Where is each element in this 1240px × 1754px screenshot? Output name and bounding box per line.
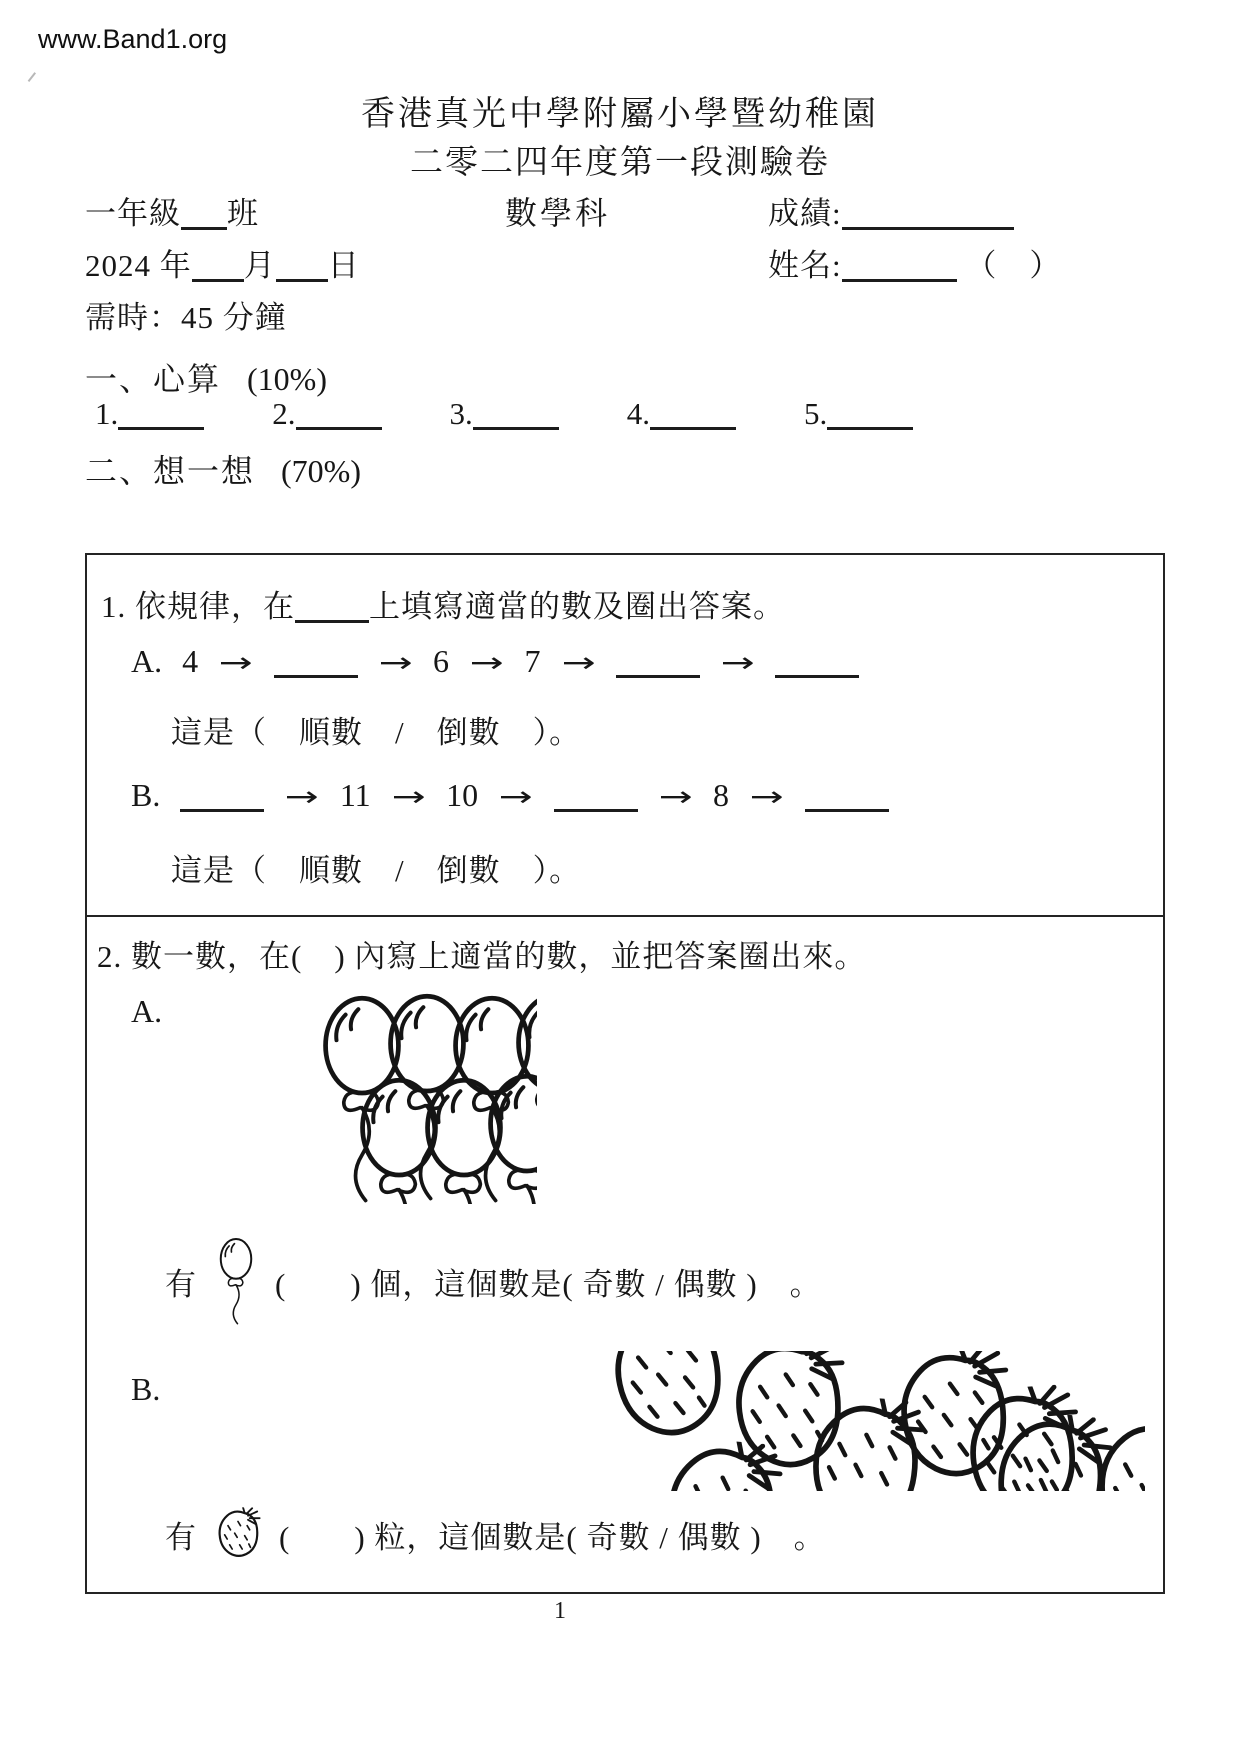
arrow-icon: → [378, 646, 413, 679]
section2-weight: (70%) [281, 453, 361, 489]
date-field [85, 240, 360, 285]
sequence-number: 7 [524, 643, 541, 679]
q1-prompt-pre: 1. 依規律，在 [101, 589, 295, 624]
question-divider [85, 915, 1163, 917]
q2b-label: B. [131, 1371, 161, 1407]
strawberry-icon [969, 1384, 1083, 1491]
date-year-label: 2024 年 [85, 248, 192, 283]
answer-blank [118, 427, 204, 430]
mental-item-label: 3. [449, 396, 473, 431]
section1-weight: (10%) [247, 361, 327, 397]
balloon-icon [428, 1080, 501, 1204]
arrow-icon: → [391, 780, 426, 813]
mental-item [95, 396, 204, 432]
mental-answer-row [95, 396, 913, 432]
class-prefix-label: 一年級 [85, 196, 181, 231]
arrow-icon: → [498, 780, 533, 813]
q2-prompt: 2. 數一數，在( ) 內寫上適當的數，並把答案圈出來。 [97, 939, 867, 974]
strawberry-icon [1099, 1415, 1145, 1491]
section2-title [85, 446, 361, 492]
strawberry-icon [667, 1436, 783, 1491]
answer-blank [274, 675, 358, 678]
answer-blank [554, 809, 638, 812]
strawberry-answer-pre: 有 [165, 1519, 197, 1555]
answer-blank [296, 427, 382, 430]
strawberries-figure [185, 1351, 1145, 1496]
date-day-blank [276, 279, 328, 282]
sequence-number: 4 [182, 643, 199, 679]
sequence-number: 11 [339, 777, 371, 813]
sequence-number: 10 [446, 777, 479, 813]
class-field [85, 188, 259, 233]
page-number: 1 [554, 1598, 566, 1624]
name-label: 姓名: [768, 248, 842, 283]
answer-blank [616, 675, 700, 678]
score-label: 成績: [768, 196, 842, 231]
balloons-figure [177, 989, 537, 1209]
strawberry-answer-post: ( ) 粒，這個數是( 奇數 / 偶數 ) 。 [279, 1519, 826, 1555]
arrow-icon: → [469, 646, 504, 679]
scan-artifact-icon [28, 72, 43, 87]
answer-blank [473, 427, 559, 430]
name-paren: （ ） [965, 248, 1062, 283]
mental-item [272, 396, 381, 432]
mental-item-label: 2. [272, 396, 296, 431]
q2a-label: A. [131, 993, 163, 1029]
section2-name: 二、想一想 [85, 453, 256, 489]
circle-choice-line-a: 這是（ 順數 / 倒數 ）。 [171, 715, 582, 750]
sequence-row-b [131, 777, 889, 814]
balloon-answer-post: ( ) 個，這個數是( 奇數 / 偶數 ) 。 [275, 1266, 822, 1302]
duration-label: 需時：45 分鐘 [85, 300, 287, 335]
strawberry-icon [736, 1351, 848, 1467]
arrow-icon: → [658, 780, 693, 813]
sequence-a [182, 643, 859, 680]
balloon-icon [213, 1236, 259, 1326]
answer-blank [180, 809, 264, 812]
balloon-answer-line [165, 1231, 822, 1331]
subject-label: 數學科 [505, 195, 611, 231]
question-box [85, 553, 1165, 1594]
arrow-icon: → [720, 646, 755, 679]
class-suffix-label: 班 [227, 196, 259, 231]
name-blank [842, 279, 957, 282]
balloon-answer-pre: 有 [165, 1266, 197, 1302]
section1-title [85, 354, 327, 400]
exam-title: 二零二四年度第一段測驗卷 [410, 145, 830, 181]
strawberry-icon [213, 1507, 263, 1561]
sequence-number: 6 [433, 643, 450, 679]
sequence-b [180, 777, 888, 814]
q1-prompt [101, 581, 785, 626]
arrow-icon: → [561, 646, 596, 679]
sequence-b-label: B. [131, 777, 161, 813]
class-blank [181, 227, 227, 230]
date-month-label: 月 [243, 248, 276, 283]
score-blank [842, 227, 1014, 230]
sequence-row-a [131, 643, 859, 680]
answer-blank [827, 427, 913, 430]
mental-item-label: 4. [626, 396, 650, 431]
q1-prompt-blank [295, 620, 369, 623]
answer-blank [775, 675, 859, 678]
mental-item [627, 396, 736, 432]
score-field [768, 188, 1014, 233]
sequence-number: 8 [713, 777, 730, 813]
balloon-icon [519, 995, 537, 1197]
sequence-a-label: A. [131, 643, 163, 679]
section1-name: 一、心算 [85, 361, 222, 397]
name-field [768, 240, 1061, 285]
circle-choice-line-b: 這是（ 順數 / 倒數 ）。 [171, 853, 582, 888]
answer-blank [805, 809, 889, 812]
q1-prompt-post: 上填寫適當的數及圈出答案。 [369, 589, 785, 624]
date-day-label: 日 [327, 248, 360, 283]
arrow-icon: → [749, 780, 784, 813]
arrow-icon: → [218, 646, 253, 679]
date-month-blank [192, 279, 244, 282]
mental-item [450, 396, 559, 432]
mental-item-label: 1. [95, 396, 119, 431]
mental-item-label: 5. [804, 396, 828, 431]
site-watermark: www.Band1.org [38, 24, 228, 54]
strawberry-answer-line [165, 1499, 826, 1569]
arrow-icon: → [285, 780, 320, 813]
school-title: 香港真光中學附屬小學暨幼稚園 [361, 96, 879, 133]
answer-blank [650, 427, 736, 430]
strawberry-icon [610, 1351, 732, 1439]
mental-item [804, 396, 913, 432]
